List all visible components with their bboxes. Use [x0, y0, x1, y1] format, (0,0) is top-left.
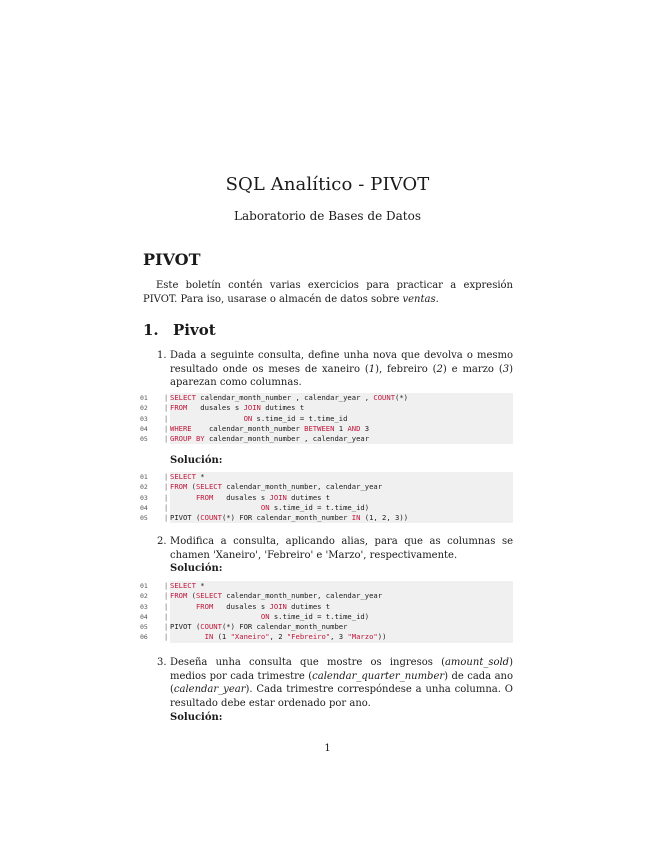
- section-title: Pivot: [173, 321, 216, 339]
- code-line: [140, 403, 513, 413]
- line-number: 04: [140, 424, 148, 433]
- heading-pivot: PIVOT: [143, 250, 201, 269]
- code-text: SELECT calendar_month_number , calendar_year , COUNT(*): [170, 393, 513, 403]
- line-number: 05: [140, 514, 148, 523]
- solution-label: Solución:: [170, 563, 223, 574]
- intro-text: Este boletín contén varias exercicios para practicar a expresión PIVOT. Para iso, usarase o almacén de datos sobre: [143, 280, 513, 305]
- code-text: IN (1 "Xaneiro", 2 "Febreiro", 3 "Marzo")): [170, 632, 513, 642]
- intro-paragraph: [143, 279, 513, 307]
- line-number: 03: [140, 602, 148, 611]
- intro-end: .: [435, 294, 439, 305]
- code-text: ON s.time_id = t.time_id): [170, 612, 513, 622]
- line-separator: |: [164, 514, 169, 523]
- question-text: Dada a seguinte consulta, define unha nova que devolva o mesmo resultado onde os meses de xaneiro (1), febreiro (2) e marzo (3) aparezan como columnas.: [170, 350, 513, 388]
- code-line: [140, 503, 513, 513]
- question-number: 1.: [157, 350, 167, 361]
- line-number: 04: [140, 612, 148, 621]
- line-number: 03: [140, 414, 148, 423]
- code-text: FROM dusales s JOIN dutimes t: [170, 403, 513, 413]
- line-separator: |: [164, 394, 169, 402]
- code-line: [140, 482, 513, 492]
- line-number: 02: [140, 404, 148, 413]
- line-number: 05: [140, 435, 148, 444]
- line-number: 03: [140, 493, 148, 502]
- code-text: FROM dusales s JOIN dutimes t: [170, 602, 513, 612]
- line-number: 05: [140, 623, 148, 632]
- line-separator: |: [164, 623, 169, 632]
- code-line: [140, 632, 513, 642]
- line-separator: |: [164, 493, 169, 502]
- code-text: ON s.time_id = t.time_id): [170, 503, 513, 513]
- code-text: FROM (SELECT calendar_month_number, calendar_year: [170, 591, 513, 601]
- code-text: PIVOT (COUNT(*) FOR calendar_month_number IN (1, 2, 3)): [170, 513, 513, 523]
- line-separator: |: [164, 414, 169, 423]
- line-separator: |: [164, 404, 169, 413]
- solution-label: Solución:: [170, 455, 223, 466]
- code-block: [140, 393, 513, 444]
- line-separator: |: [164, 633, 169, 642]
- code-text: GROUP BY calendar_month_number , calendar_year: [170, 434, 513, 444]
- code-line: [140, 434, 513, 444]
- line-separator: |: [164, 483, 169, 492]
- line-separator: |: [164, 435, 169, 444]
- line-separator: |: [164, 503, 169, 512]
- section-number: 1.: [143, 321, 159, 339]
- line-separator: |: [164, 602, 169, 611]
- code-line: [140, 612, 513, 622]
- code-block: [140, 472, 513, 523]
- section-heading: [143, 321, 216, 339]
- line-number: 01: [140, 394, 148, 402]
- code-line: [140, 414, 513, 424]
- code-line: [140, 493, 513, 503]
- line-separator: |: [164, 592, 169, 601]
- question-text: Modifica a consulta, aplicando alias, para que as columnas se chamen 'Xaneiro', 'Febreiro' e 'Marzo', respectivamente.: [170, 536, 513, 561]
- code-text: FROM (SELECT calendar_month_number, calendar_year: [170, 482, 513, 492]
- code-line: [140, 591, 513, 601]
- code-line: [140, 472, 513, 482]
- code-line: [140, 424, 513, 434]
- line-number: 01: [140, 473, 148, 481]
- question-text: Deseña unha consulta que mostre os ingresos (amount_sold) medios por cada trimestre (calendar_quarter_number) de cada ano (calendar_year). Cada trimestre correspóndese a unha columna. O resultado debe estar ordenado por ano.: [170, 657, 513, 709]
- question-number: 3.: [157, 657, 167, 668]
- line-number: 04: [140, 503, 148, 512]
- code-block: [140, 581, 513, 643]
- line-number: 01: [140, 582, 148, 590]
- line-separator: |: [164, 473, 169, 481]
- document-subtitle: Laboratorio de Bases de Datos: [234, 209, 421, 223]
- intro-italic: ventas: [402, 294, 436, 305]
- line-number: 02: [140, 592, 148, 601]
- question-number: 2.: [157, 536, 167, 547]
- code-line: [140, 622, 513, 632]
- code-text: ON s.time_id = t.time_id: [170, 414, 513, 424]
- code-text: SELECT *: [170, 472, 513, 482]
- code-line: [140, 513, 513, 523]
- line-separator: |: [164, 424, 169, 433]
- code-text: WHERE calendar_month_number BETWEEN 1 AND 3: [170, 424, 513, 434]
- page-number: 1: [324, 743, 331, 754]
- line-number: 06: [140, 633, 148, 642]
- code-line: [140, 393, 513, 403]
- line-number: 02: [140, 483, 148, 492]
- code-text: FROM dusales s JOIN dutimes t: [170, 493, 513, 503]
- code-text: PIVOT (COUNT(*) FOR calendar_month_number: [170, 622, 513, 632]
- solution-label: Solución:: [170, 712, 223, 723]
- code-line: [140, 581, 513, 591]
- code-line: [140, 602, 513, 612]
- document-title: SQL Analítico - PIVOT: [225, 174, 430, 195]
- line-separator: |: [164, 612, 169, 621]
- line-separator: |: [164, 582, 169, 590]
- code-text: SELECT *: [170, 581, 513, 591]
